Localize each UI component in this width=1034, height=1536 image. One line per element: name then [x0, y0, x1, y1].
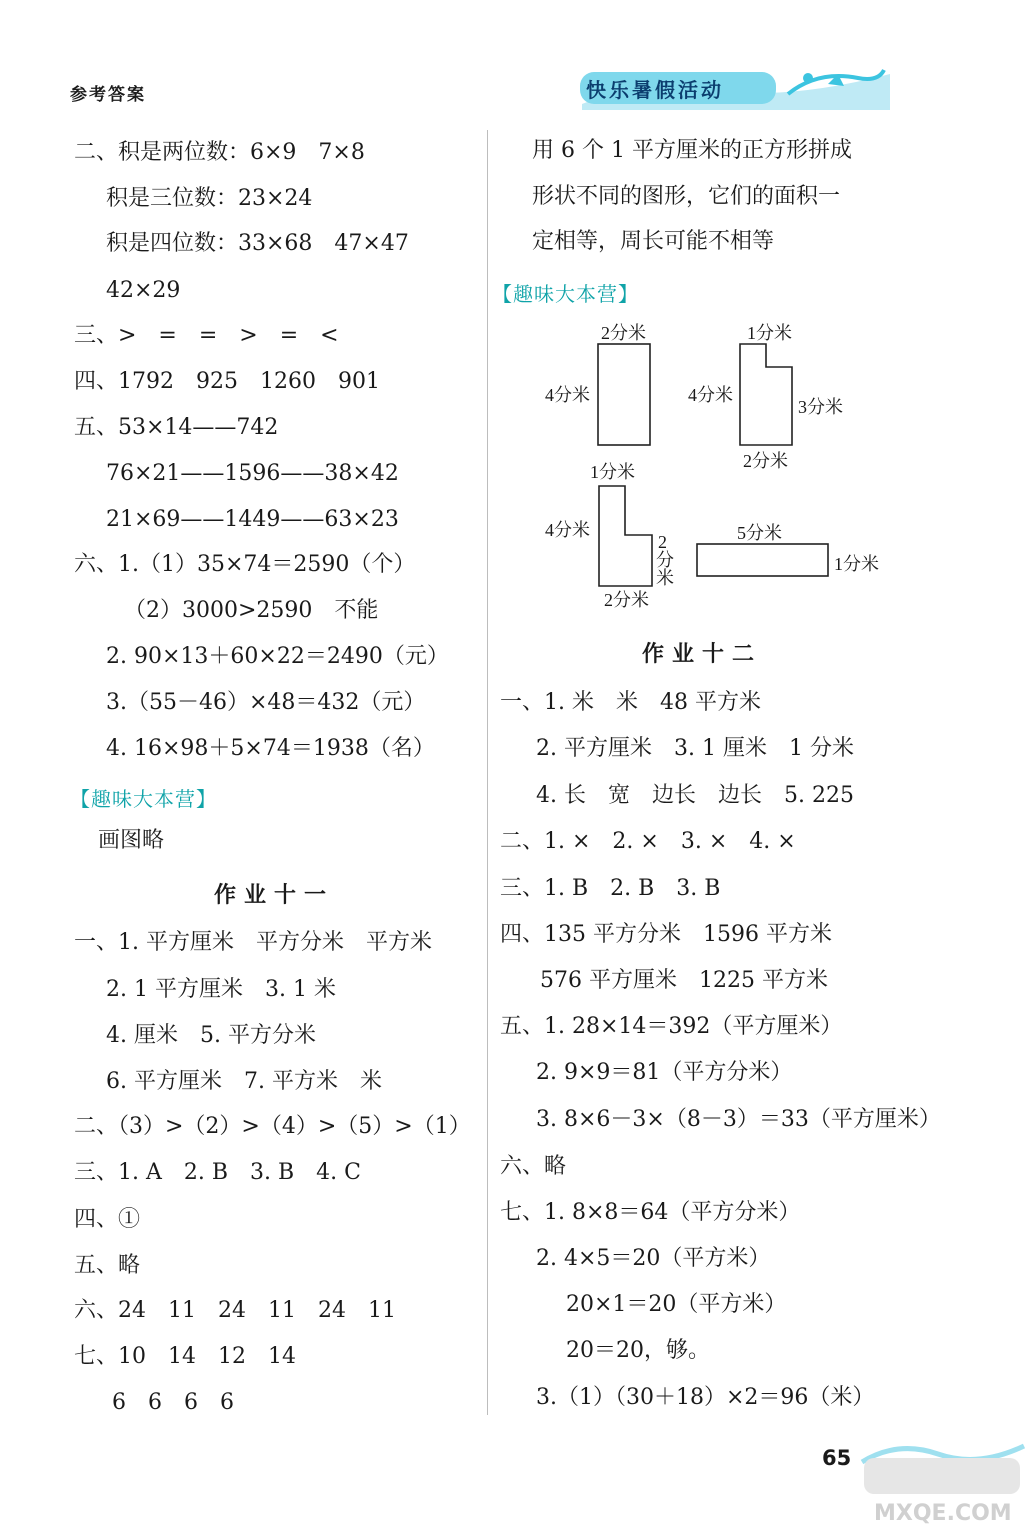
answer-line: 形状不同的图形，它们的面积一 [532, 184, 841, 209]
fig-label: 2分米 [743, 451, 788, 471]
fig-label: 1分米 [747, 323, 792, 343]
answer-line: 二、（3）>（2）>（4）>（5）>（1） [74, 1114, 471, 1139]
fig-label: 4分米 [545, 385, 590, 405]
answer-line: 六、24 11 24 11 24 11 [74, 1298, 396, 1323]
column-divider [487, 130, 488, 1415]
answer-line: 2. 平方厘米 3. 1 厘米 1 分米 [536, 736, 854, 761]
section-title: 作业十二 [642, 641, 763, 667]
answer-line: 21×69——1449——63×23 [106, 507, 399, 532]
fig-label: 4分米 [688, 385, 733, 405]
answer-line: 画图略 [98, 828, 165, 853]
answer-line: 二、积是两位数：6×9 7×8 [74, 140, 365, 165]
answer-line: 4. 长 宽 边长 边长 5. 225 [536, 783, 854, 808]
fig-label: 3分米 [798, 397, 843, 417]
answer-line: 用 6 个 1 平方厘米的正方形拼成 [532, 138, 852, 163]
fig-label: 分 [656, 550, 674, 570]
l-shape-2 [740, 344, 792, 445]
answer-line: 四、135 平方分米 1596 平方米 [500, 922, 832, 947]
answer-line: 2. 9×9＝81（平方分米） [536, 1060, 793, 1085]
answer-line: 6. 平方厘米 7. 平方米 米 [106, 1069, 382, 1094]
fig-label: 2分米 [601, 323, 646, 343]
answer-line: 七、1. 8×8＝64（平方分米） [500, 1200, 801, 1225]
fig-label: 5分米 [737, 523, 782, 543]
header-left-label: 参考答案 [70, 85, 146, 105]
answer-line: 四、1792 925 1260 901 [74, 369, 380, 394]
answer-line: 20×1＝20（平方米） [566, 1292, 787, 1317]
answer-line: 2. 4×5＝20（平方米） [536, 1246, 771, 1271]
answer-line: 六、1.（1）35×74＝2590（个） [74, 552, 416, 577]
answer-line: 三、> = = > = < [74, 323, 339, 348]
fig-label: 1分米 [590, 462, 635, 482]
answer-line: 3.（1）（30＋18）×2＝96（米） [536, 1385, 875, 1410]
answer-line: 3. 8×6－3×（8－3）＝33（平方厘米） [536, 1107, 941, 1132]
answer-line: 576 平方厘米 1225 平方米 [540, 968, 828, 993]
answer-line: 四、① [74, 1207, 141, 1232]
header-title: 快乐暑假活动 [586, 78, 724, 102]
answer-line: 20＝20，够。 [566, 1338, 710, 1363]
answer-line: 2. 1 平方厘米 3. 1 米 [106, 977, 336, 1002]
rectangle-shape-4 [697, 544, 828, 576]
answer-line: 4. 厘米 5. 平方分米 [106, 1023, 316, 1048]
watermark-logo [858, 1432, 1028, 1532]
answer-line: 七、10 14 12 14 [74, 1344, 296, 1369]
section-tag: 【趣味大本营】 [70, 787, 217, 811]
answer-line: 积是三位数：23×24 [106, 186, 313, 211]
answer-line: 3.（55－46）×48＝432（元） [106, 690, 426, 715]
answer-line: 76×21——1596——38×42 [106, 461, 399, 486]
answer-line: 五、53×14——742 [74, 415, 279, 440]
answer-line: （2）3000>2590 不能 [124, 598, 379, 623]
answer-line: 42×29 [106, 278, 181, 303]
answer-line: 六、略 [500, 1154, 567, 1179]
answer-line: 三、1. B 2. B 3. B [500, 876, 721, 901]
l-shape-3 [599, 486, 652, 586]
answer-line: 五、1. 28×14＝392（平方厘米） [500, 1014, 843, 1039]
section-tag: 【趣味大本营】 [492, 282, 639, 306]
answer-line: 三、1. A 2. B 3. B 4. C [74, 1160, 361, 1185]
section-title: 作业十一 [214, 882, 335, 908]
answer-line: 积是四位数：33×68 47×47 [106, 231, 409, 256]
answer-line: 一、1. 米 米 48 平方米 [500, 690, 761, 715]
answer-line: 一、1. 平方厘米 平方分米 平方米 [74, 930, 432, 955]
answer-line: 6 6 6 6 [112, 1390, 234, 1415]
rectangle-shape-1 [598, 344, 650, 445]
answer-line: 五、略 [74, 1253, 141, 1278]
fig-label: 2 [658, 532, 667, 552]
answer-line: 二、1. × 2. × 3. × 4. × [500, 829, 796, 854]
header-banner [578, 64, 890, 110]
fig-label: 2分米 [604, 590, 649, 610]
fig-label: 4分米 [545, 520, 590, 540]
fig-label: 1分米 [834, 554, 879, 574]
page-number: 65 [822, 1446, 852, 1470]
answer-line: 定相等，周长可能不相等 [532, 229, 775, 254]
answer-line: 4. 16×98＋5×74＝1938（名） [106, 736, 435, 761]
answer-line: 2. 90×13＋60×22＝2490（元） [106, 644, 449, 669]
fig-label: 米 [656, 568, 674, 588]
shape-figures [540, 318, 900, 618]
watermark-text: MXQE.COM [874, 1501, 1012, 1526]
